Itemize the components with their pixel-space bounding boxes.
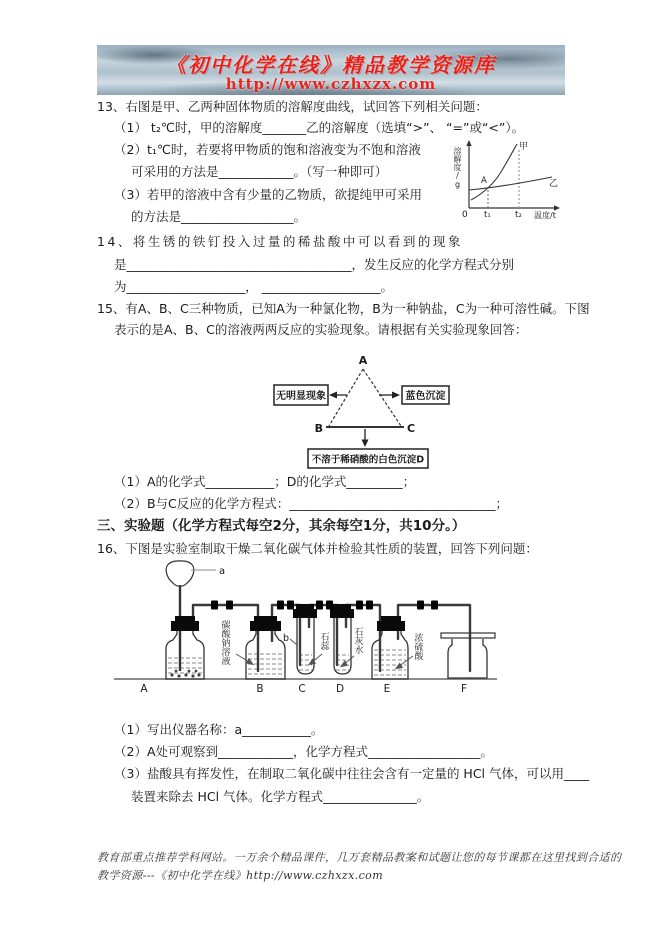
q16-sub3-cont: 装置来除去 HCl 气体。化学方程式_______________。 [131, 789, 430, 804]
q14-line2: 是____________________________________，发生反应的化学方程式分别 [114, 257, 515, 272]
point-a-label: A [481, 176, 487, 186]
q16-sub2: （2）A处可观察到____________，化学方程式__________________。 [114, 744, 494, 759]
section3-header: 三、实验题（化学方程式每空2分，其余每空1分，共10分。） [97, 518, 466, 534]
vessel-letter-a: A [140, 683, 148, 695]
long-neck-funnel [166, 561, 194, 671]
apparatus-label-b: b [283, 633, 290, 644]
q15-line1: 15、有A、B、C三种物质，已知A为一种氯化物，B为一种钠盐，C为一种可溶性碱。下图 [97, 301, 590, 316]
q13-stem: 13、右图是甲、乙两种固体物质的溶解度曲线，试回答下列相关问题： [97, 99, 488, 114]
q16-sub1: （1）写出仪器名称：a___________。 [114, 722, 324, 737]
curve-yi-label: 乙 [549, 179, 559, 189]
triangle-vertex-c: C [407, 422, 416, 435]
glass-plate [441, 633, 495, 638]
reagent-label-litmus: 石蕊 [318, 632, 329, 650]
reagent-label-limewater: 石灰水 [352, 627, 363, 654]
triangle-canvas [230, 352, 490, 470]
site-banner [97, 45, 565, 95]
triangle-vertex-a: A [358, 354, 368, 367]
q16-stem: 16、下图是实验室制取干燥二氧化碳气体并检验其性质的装置，回答下列问题： [97, 541, 538, 556]
footer-line2: 教学资源---《初中化学在线》http://www.czhxzx.com [97, 869, 384, 882]
bottom-result-text: 不溶于稀硝酸的白色沉淀D [311, 454, 425, 466]
bottle-b [246, 630, 285, 679]
y-axis-label: 溶解度/g [453, 147, 462, 189]
vessel-letter-b: B [256, 683, 264, 695]
curve-jia [471, 144, 517, 200]
q16-sub3: （3）盐酸具有挥发性，在制取二氧化碳中往往会含有一定量的 HCl 气体，可以用____ [114, 766, 590, 781]
x-axis-label: 温度/t [534, 211, 556, 220]
reaction-triangle-diagram [230, 352, 490, 470]
q13-sub1: （1） t₂℃时，甲的溶解度_______乙的溶解度（选填“>”、 “=”或“<”）。 [114, 120, 525, 135]
t1-label: t₁ [484, 210, 491, 220]
vessel-letter-f: F [460, 683, 468, 695]
solubility-graph-canvas [452, 136, 565, 228]
vessel-letter-d: D [335, 683, 345, 695]
origin-label: 0 [462, 210, 468, 220]
footer-line1: 教育部重点推荐学科网站。一万余个精品课件，几万套精品教案和试题让您的每节课都在这里找到合适的 [97, 851, 622, 864]
curve-jia-label: 甲 [519, 142, 529, 152]
right-result-text: 蓝色沉淀 [405, 391, 446, 402]
solubility-graph [452, 136, 565, 228]
triangle-vertex-b: B [314, 422, 323, 435]
q15-line2: 表示的是A、B、C的溶液两两反应的实验现象。请根据有关实验现象回答： [114, 322, 528, 337]
q13-sub3-cont: 的方法是__________________。 [131, 209, 307, 224]
q13-sub3: （3）若甲的溶液中含有少量的乙物质，欲提纯甲可采用 [114, 187, 422, 202]
q13-sub2: （2）t₁℃时，若要将甲物质的饱和溶液变为不饱和溶液 [114, 142, 421, 157]
left-result-text: 无明显现象 [276, 391, 326, 402]
q14-line1: 14、将生锈的铁钉投入过量的稀盐酸中可以看到的现象 [97, 234, 463, 249]
bottle-a [166, 630, 204, 679]
reagent-label-sodium-carbonate: 碳酸钠溶液 [219, 620, 230, 665]
bottle-e [372, 630, 408, 679]
q15-sub1: （1）A的化学式___________；D的化学式_________； [114, 474, 416, 489]
bottom-arrow-head [362, 440, 369, 448]
vessel-letter-c: C [298, 683, 306, 695]
y-axis-arrow [466, 140, 471, 146]
t2-label: t₂ [515, 210, 522, 220]
right-arrow-head [392, 392, 400, 399]
banner-title: 《初中化学在线》精品教学资源库 [166, 53, 496, 77]
apparatus-label-a: a [219, 566, 226, 577]
apparatus-canvas [100, 557, 500, 702]
q14-line3: 为___________________， ___________________。 [114, 279, 393, 294]
x-axis-arrow [554, 205, 560, 210]
q13-sub2-cont: 可采用的方法是____________。（写一种即可） [131, 164, 388, 179]
vessel-letter-e: E [383, 683, 391, 695]
marble-chips [170, 670, 200, 678]
left-arrow-head [329, 392, 337, 399]
banner-url: http://www.czhxzx.com [225, 75, 437, 93]
bottle-f [448, 639, 487, 678]
co2-apparatus-diagram [100, 557, 500, 702]
q15-sub2: （2）B与C反应的化学方程式：_________________________________； [114, 496, 509, 511]
reagent-label-conc-sulfuric-acid: 浓硫酸 [412, 633, 423, 660]
